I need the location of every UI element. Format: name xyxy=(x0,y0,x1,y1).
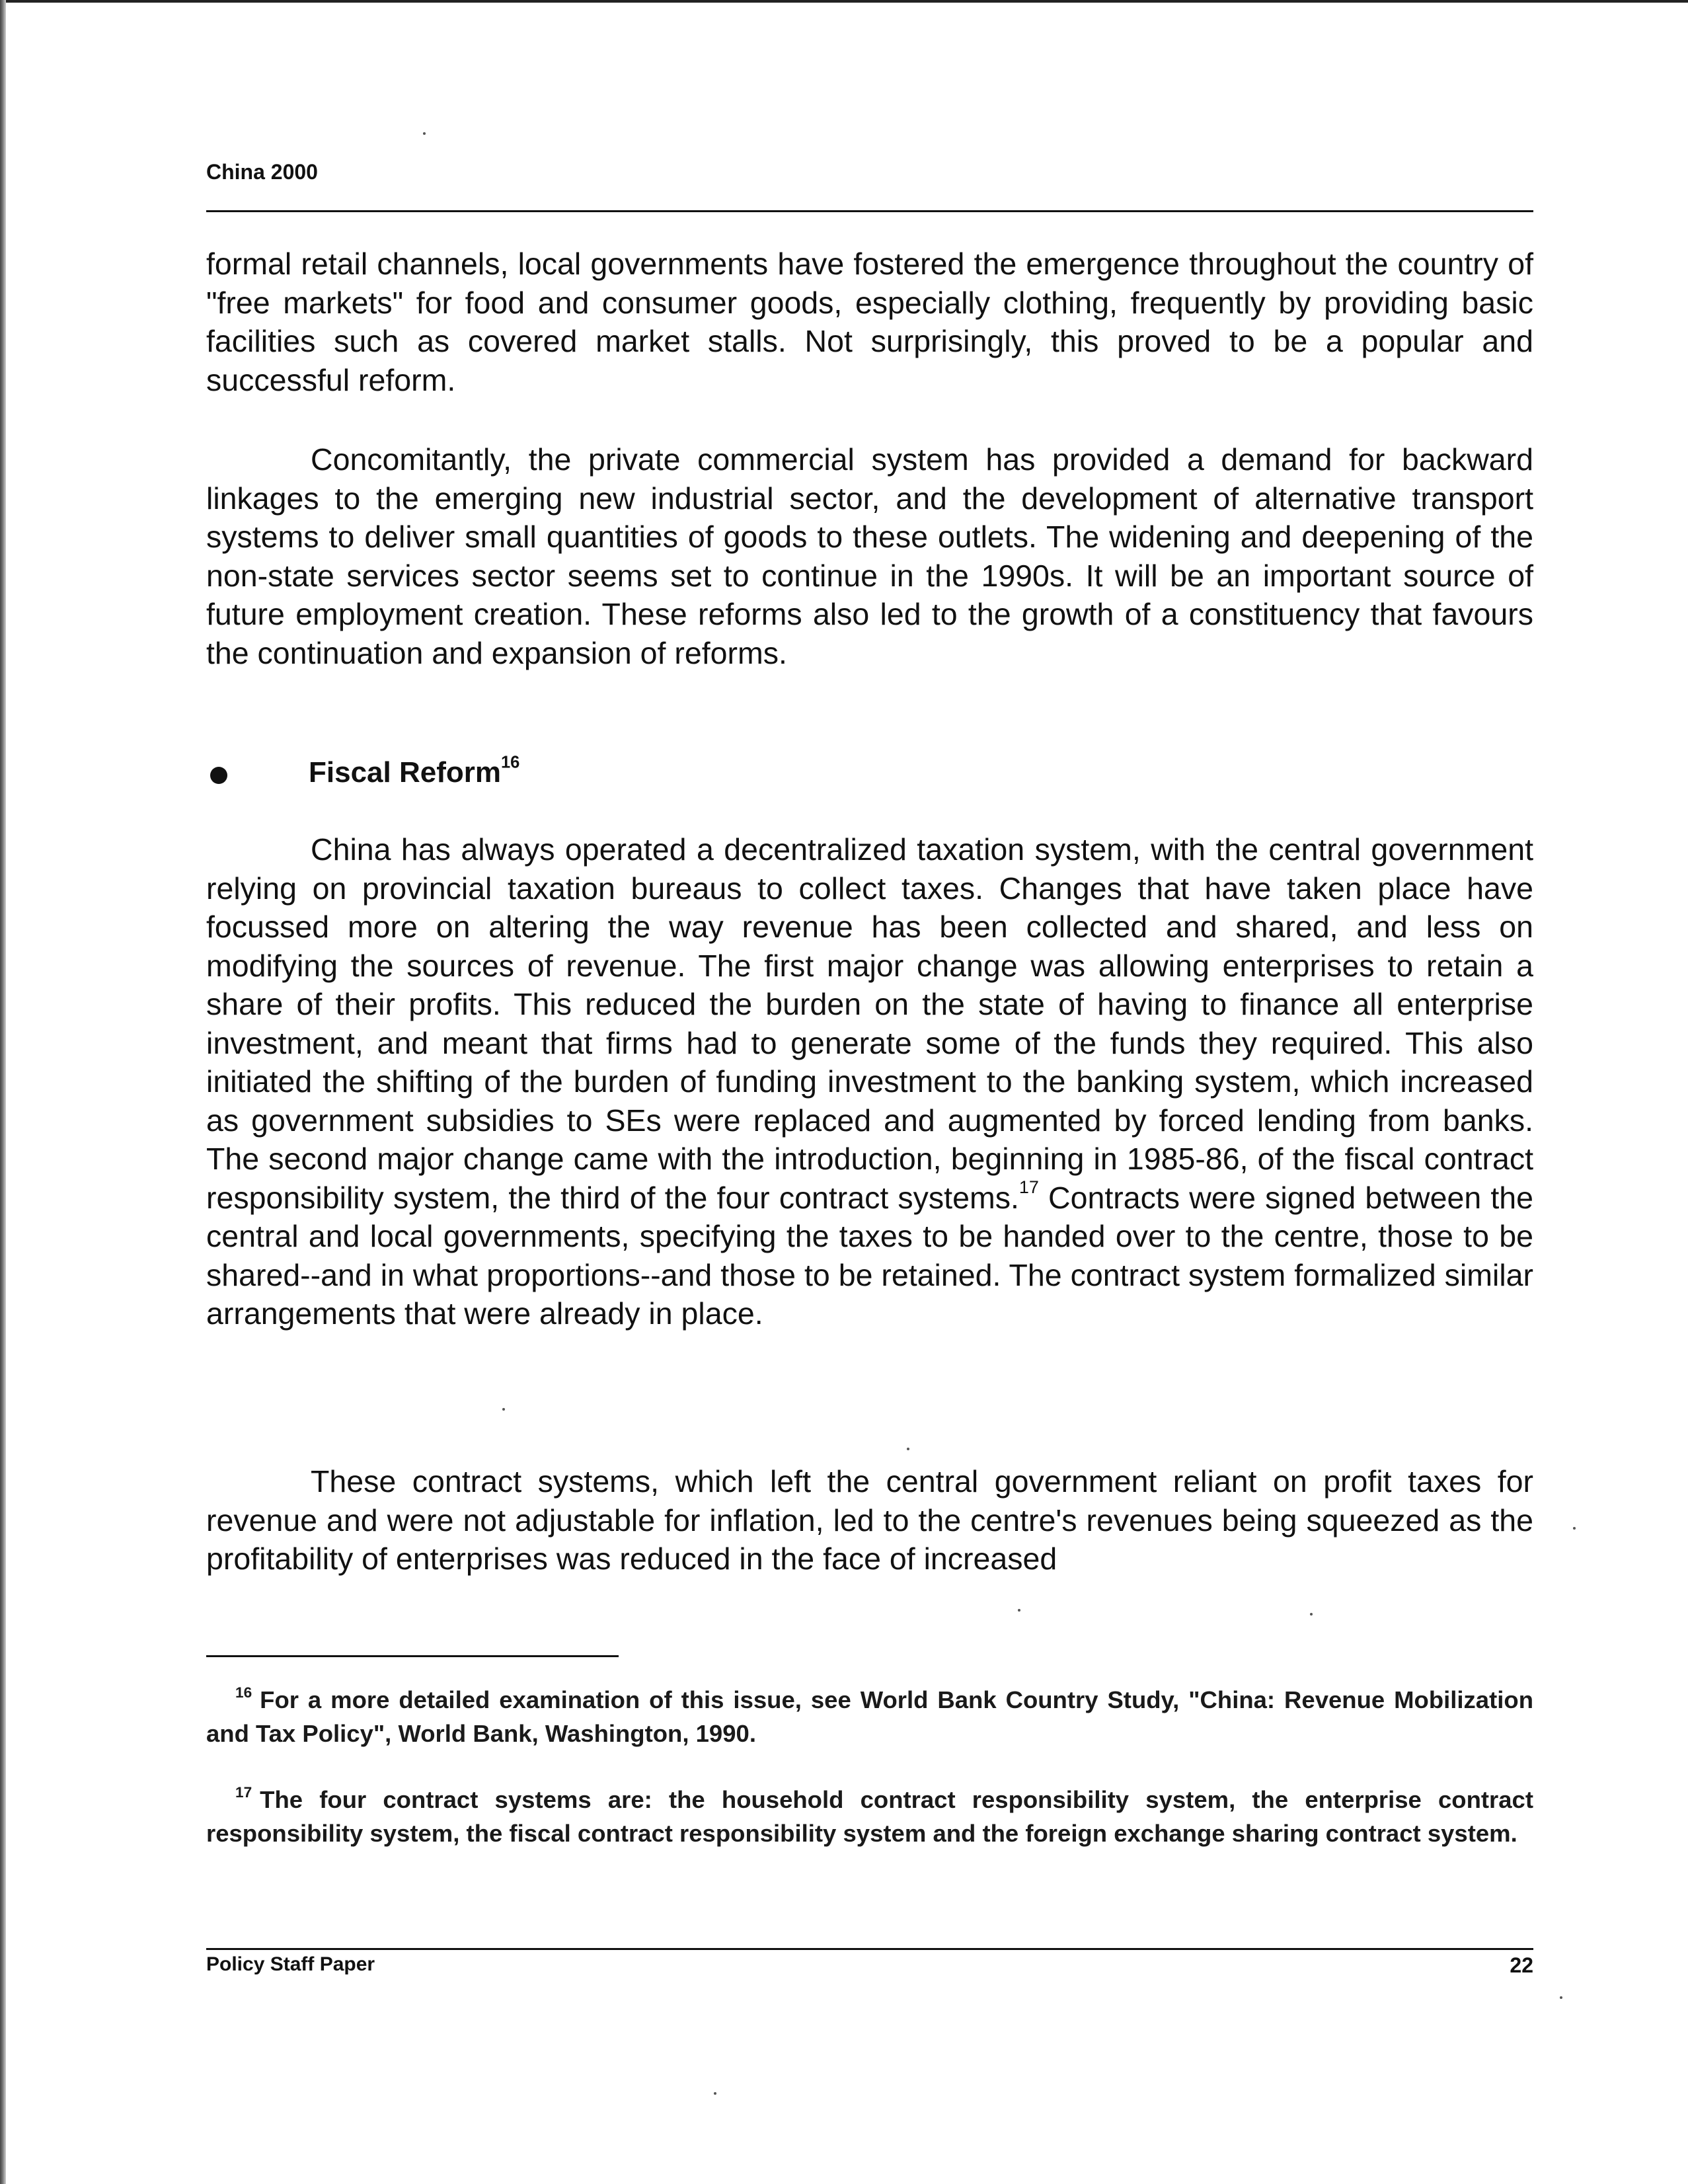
footnote-mark: 16 xyxy=(235,1684,252,1701)
scan-speck xyxy=(1573,1527,1576,1530)
paragraph-private-commercial: Concomitantly, the private commercial system has provided a demand for backward linkages to the emerging new industrial sector, and the development of alternative transport systems to deliver small quantities of goods to these outlets. The widening and deepening of the non-state services sector seems set to continue in the 1990s. It will be an important source of future employment creation. These reforms also led to the growth of a constituency that favours the continuation and expansion of reforms. xyxy=(206,442,1533,670)
scan-speck xyxy=(502,1408,505,1411)
footer-publication: Policy Staff Paper xyxy=(206,1953,375,1975)
scan-speck xyxy=(1018,1609,1020,1612)
scan-speck xyxy=(1310,1613,1313,1616)
footnote-16 xyxy=(206,1683,1533,1750)
page-number: 22 xyxy=(1510,1953,1533,1977)
paragraph-contract-systems: These contract systems, which left the central government reliant on profit taxes for revenue and were not adjustable for inflation, led to the centre's revenues being squeezed as the profitability of enterprises was reduced in the face of increased xyxy=(206,1464,1533,1576)
footnote-mark: 17 xyxy=(235,1784,252,1801)
footnote-ref-16[interactable]: 16 xyxy=(500,753,520,772)
paragraph-taxation-text-cont: Contracts were signed between the central and local governments, specifying the taxes to be handed over to the centre, those to be shared--and in what proportions--and those to be retained. The contract system formalized similar arrangements that were already in place. xyxy=(206,1180,1534,1331)
scan-speck xyxy=(907,1448,909,1450)
header-rule xyxy=(206,210,1533,212)
paragraph-taxation-system xyxy=(206,830,1533,1333)
footnote-separator xyxy=(206,1655,619,1657)
footer-rule xyxy=(206,1948,1533,1950)
scan-speck xyxy=(1560,1996,1562,1999)
bullet-icon xyxy=(210,767,227,784)
scan-speck xyxy=(714,2092,716,2095)
running-header-title: China 2000 xyxy=(206,160,318,184)
scan-edge-top xyxy=(0,0,1688,3)
footnote-text: For a more detailed examination of this issue, see World Bank Country Study, "China: Revenue Mobilization and Tax Policy", World Bank, Washington, 1990. xyxy=(206,1686,1533,1747)
footnote-ref-17[interactable]: 17 xyxy=(1018,1177,1039,1197)
footnote-text: The four contract systems are: the household contract responsibility system, the enterprise contract responsibility system, the fiscal contract responsibility system and the foreign exchange sharing contract system. xyxy=(206,1786,1533,1847)
section-heading-fiscal-reform xyxy=(309,754,519,792)
scan-speck xyxy=(423,132,426,135)
paragraph-taxation-text: China has always operated a decentralized taxation system, with the central government relying on provincial taxation bureaus to collect taxes. Changes that have taken place have focussed more on altering the way revenue has been collected and shared, and less on modifying the sources of revenue. The first major change was allowing enterprises to retain a share of their profits. This reduced the burden on the state of having to finance all enterprise investment, and meant that firms had to generate some of the funds they required. This also initiated the shifting of the burden of funding investment to the banking system, which increased as government subsidies to SEs were replaced and augmented by forced lending from banks. The second major change came with the introduction, beginning in 1985-86, of the fiscal contract responsibility system, the third of the four contract systems. xyxy=(206,832,1533,1215)
footnote-17 xyxy=(206,1783,1533,1850)
paragraph-retail-channels: formal retail channels, local governments have fostered the emergence throughout the country of "free markets" for food and consumer goods, especially clothing, frequently by providing basic facilities such as covered market stalls. Not surprisingly, this proved to be a popular and successful reform. xyxy=(206,247,1533,397)
scan-edge-left xyxy=(0,0,6,2184)
section-heading-label: Fiscal Reform xyxy=(309,756,501,789)
